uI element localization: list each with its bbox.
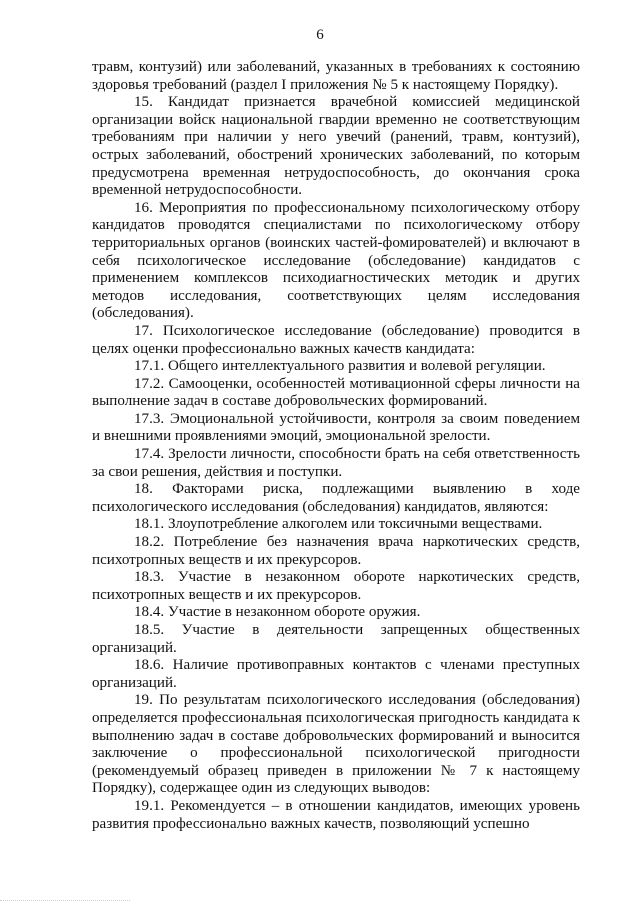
paragraph-18-5: 18.5. Участие в деятельности запрещенных общественных организаций. [92, 622, 580, 656]
paragraph-18-2: 18.2. Потребление без назначения врача наркотических средств, психотропных веществ и их прекурсоров. [92, 534, 580, 568]
paragraph-18-3: 18.3. Участие в незаконном обороте наркотических средств, психотропных веществ и их прекурсоров. [92, 569, 580, 603]
paragraph-17-3: 17.3. Эмоциональной устойчивости, контроля за своим поведением и внешними проявлениями эмоций, эмоциональной зрелости. [92, 410, 580, 445]
document-body [92, 59, 580, 833]
paragraph-19-1: 19.1. Рекомендуется – в отношении кандидатов, имеющих уровень развития профессионально важных качеств, позволяющий успешно [92, 797, 580, 832]
scan-artifact [0, 897, 130, 901]
paragraph-15: 15. Кандидат признается врачебной комиссией медицинской организации войск национальной гвардии временно не соответствующим требованиям при наличии у него увечий (ранений, травм, контузий), острых заболеваний, обострений хронических заболеваний, по которым предусмотрена временная нетрудоспособность, до окончания срока временной нетрудоспособности. [92, 94, 580, 199]
paragraph-18-6: 18.6. Наличие противоправных контактов с членами преступных организаций. [92, 657, 580, 691]
page-number: 6 [316, 27, 324, 43]
paragraph-19: 19. По результатам психологического исследования (обследования) определяется профессиональная психологическая пригодность кандидата к выполнению задач в составе добровольческих формирований и выносится заключение о профессиональной психологической пригодности (рекомендуемый образец приведен в приложении № 7 к настоящему Порядку), содержащее один из следующих выводов: [92, 692, 580, 797]
paragraph-16: 16. Мероприятия по профессиональному психологическому отбору кандидатов проводятся специалистами по психологическому отбору территориальных органов (воинских частей-фомирователей) и включают в себя психологическое исследование (обследование) кандидатов с применением комплексов психодиагностических методик и других методов исследования, соответствующих целям исследования (обследования). [92, 199, 580, 322]
paragraph-17: 17. Психологическое исследование (обследование) проводится в целях оценки профессионально важных качеств кандидата: [92, 322, 580, 357]
paragraph-continuation: травм, контузий) или заболеваний, указанных в требованиях к состоянию здоровья требований (раздел I приложения № 5 к настоящему Порядку). [92, 59, 580, 93]
paragraph-18-1: 18.1. Злоупотребление алкоголем или токсичными веществами. [134, 516, 543, 533]
paragraph-18-4: 18.4. Участие в незаконном обороте оружия. [134, 604, 421, 621]
paragraph-17-4: 17.4. Зрелости личности, способности брать на себя ответственность за свои решения, действия и поступки. [92, 446, 580, 480]
paragraph-17-1: 17.1. Общего интеллектуального развития и волевой регуляции. [134, 358, 546, 375]
paragraph-17-2: 17.2. Самооценки, особенностей мотивационной сферы личности на выполнение задач в составе добровольческих формирований. [92, 375, 580, 410]
paragraph-18: 18. Факторами риска, подлежащими выявлению в ходе психологического исследования (обследования) кандидатов, являются: [92, 481, 580, 515]
